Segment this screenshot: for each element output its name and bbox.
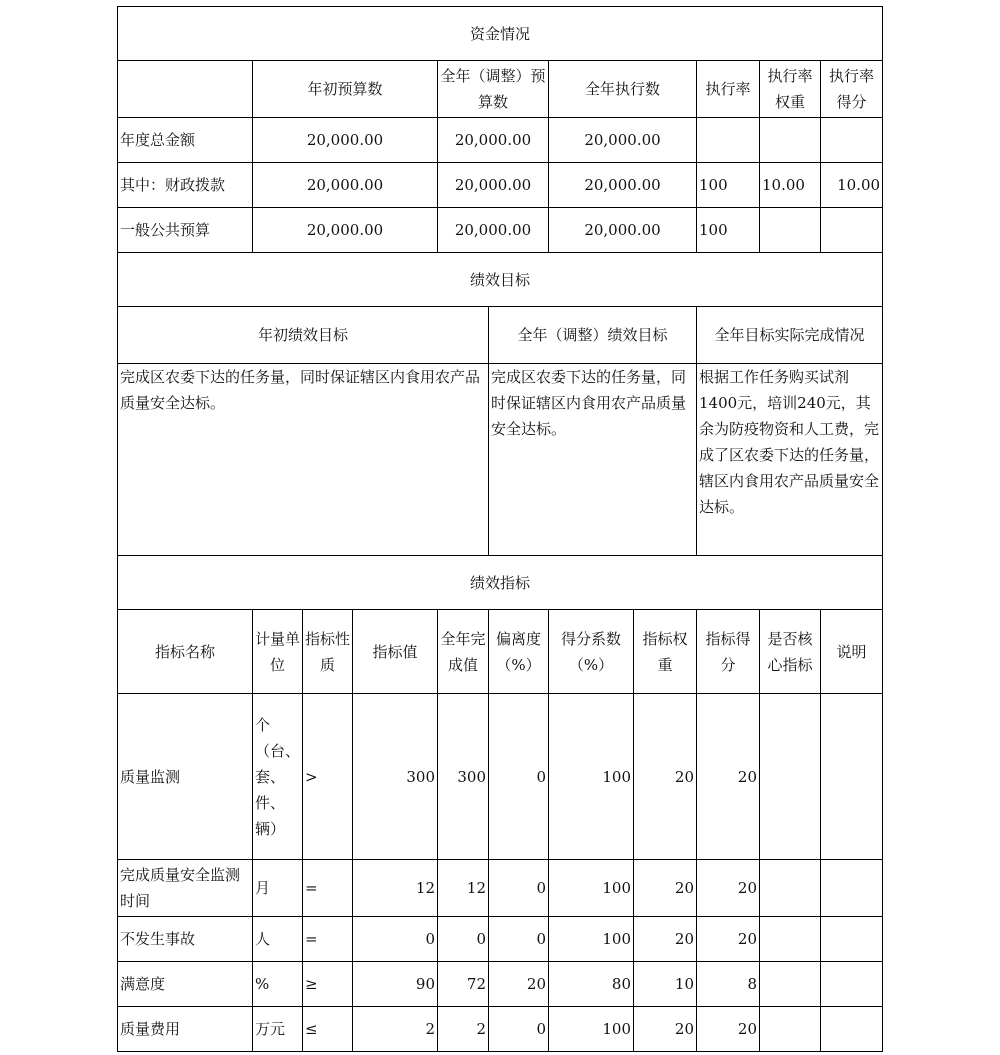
indicators-title-row — [118, 556, 883, 610]
ind-header-weight: 指标权重 — [634, 610, 697, 694]
ind-unit: 个（台、套、件、辆） — [253, 694, 303, 860]
funds-header-row — [118, 61, 883, 118]
goals-section-title: 绩效目标 — [118, 253, 883, 307]
goals-header-initial: 年初绩效目标 — [118, 307, 489, 364]
funds-row-rate: 100 — [697, 163, 760, 208]
indicator-row — [118, 962, 883, 1007]
ind-actual: 0 — [438, 917, 489, 962]
ind-unit: 万元 — [253, 1007, 303, 1052]
ind-unit: % — [253, 962, 303, 1007]
funds-row-weight — [760, 208, 821, 253]
goals-initial-text: 完成区农委下达的任务量，同时保证辖区内食用农产品质量安全达标。 — [118, 364, 489, 556]
ind-deviation: 0 — [489, 694, 549, 860]
funds-header-weight: 执行率权重 — [760, 61, 821, 118]
ind-header-target: 指标值 — [353, 610, 438, 694]
funds-row-score — [821, 208, 883, 253]
ind-note — [821, 694, 883, 860]
ind-actual: 12 — [438, 860, 489, 917]
ind-score: 8 — [697, 962, 760, 1007]
ind-note — [821, 1007, 883, 1052]
indicator-row — [118, 1007, 883, 1052]
funds-row — [118, 118, 883, 163]
ind-core — [760, 694, 821, 860]
funds-header-executed: 全年执行数 — [549, 61, 697, 118]
ind-weight: 20 — [634, 694, 697, 860]
funds-row-initial: 20,000.00 — [253, 163, 438, 208]
funds-row-adjusted: 20,000.00 — [438, 208, 549, 253]
ind-nature: = — [303, 860, 353, 917]
ind-deviation: 0 — [489, 860, 549, 917]
ind-target: 300 — [353, 694, 438, 860]
funds-section-title: 资金情况 — [118, 7, 883, 61]
funds-row-score — [821, 118, 883, 163]
ind-core — [760, 1007, 821, 1052]
funds-row-rate: 100 — [697, 208, 760, 253]
ind-deviation: 0 — [489, 917, 549, 962]
goals-actual-text: 根据工作任务购买试剂1400元，培训240元，其余为防疫物资和人工费，完成了区农委下达的任务量，辖区内食用农产品质量安全达标。 — [697, 364, 883, 556]
funds-row-adjusted: 20,000.00 — [438, 163, 549, 208]
ind-name: 不发生事故 — [118, 917, 253, 962]
funds-row-name: 一般公共预算 — [118, 208, 253, 253]
funds-row-executed: 20,000.00 — [549, 118, 697, 163]
ind-unit: 人 — [253, 917, 303, 962]
ind-nature: ≥ — [303, 962, 353, 1007]
ind-name: 质量费用 — [118, 1007, 253, 1052]
ind-weight: 20 — [634, 860, 697, 917]
funds-row-weight: 10.00 — [760, 163, 821, 208]
ind-header-coef: 得分系数（%） — [549, 610, 634, 694]
goals-adjusted-text: 完成区农委下达的任务量，同时保证辖区内食用农产品质量安全达标。 — [489, 364, 697, 556]
indicator-row — [118, 860, 883, 917]
ind-target: 2 — [353, 1007, 438, 1052]
funds-row-name: 其中：财政拨款 — [118, 163, 253, 208]
funds-header-initial: 年初预算数 — [253, 61, 438, 118]
ind-score: 20 — [697, 1007, 760, 1052]
ind-nature: > — [303, 694, 353, 860]
ind-note — [821, 860, 883, 917]
ind-header-note: 说明 — [821, 610, 883, 694]
goals-content-row — [118, 364, 883, 556]
ind-header-actual: 全年完成值 — [438, 610, 489, 694]
indicators-section-title: 绩效指标 — [118, 556, 883, 610]
ind-core — [760, 917, 821, 962]
funds-row-name: 年度总金额 — [118, 118, 253, 163]
ind-core — [760, 860, 821, 917]
funds-row-rate — [697, 118, 760, 163]
funds-row-executed: 20,000.00 — [549, 163, 697, 208]
funds-header-blank — [118, 61, 253, 118]
ind-header-unit: 计量单位 — [253, 610, 303, 694]
ind-header-name: 指标名称 — [118, 610, 253, 694]
ind-target: 12 — [353, 860, 438, 917]
funds-row — [118, 208, 883, 253]
ind-note — [821, 917, 883, 962]
ind-nature: ≤ — [303, 1007, 353, 1052]
funds-header-adjusted: 全年（调整）预算数 — [438, 61, 549, 118]
ind-unit: 月 — [253, 860, 303, 917]
ind-coef: 80 — [549, 962, 634, 1007]
ind-core — [760, 962, 821, 1007]
ind-header-nature: 指标性质 — [303, 610, 353, 694]
ind-score: 20 — [697, 917, 760, 962]
ind-actual: 72 — [438, 962, 489, 1007]
ind-coef: 100 — [549, 1007, 634, 1052]
ind-coef: 100 — [549, 917, 634, 962]
funds-header-rate: 执行率 — [697, 61, 760, 118]
ind-coef: 100 — [549, 860, 634, 917]
goals-header-row — [118, 307, 883, 364]
ind-actual: 2 — [438, 1007, 489, 1052]
funds-row-initial: 20,000.00 — [253, 118, 438, 163]
ind-name: 满意度 — [118, 962, 253, 1007]
ind-note — [821, 962, 883, 1007]
ind-name: 完成质量安全监测时间 — [118, 860, 253, 917]
funds-row-executed: 20,000.00 — [549, 208, 697, 253]
ind-coef: 100 — [549, 694, 634, 860]
ind-deviation: 0 — [489, 1007, 549, 1052]
ind-weight: 20 — [634, 917, 697, 962]
funds-row-adjusted: 20,000.00 — [438, 118, 549, 163]
funds-title-row — [118, 7, 883, 61]
indicator-row — [118, 694, 883, 860]
ind-target: 0 — [353, 917, 438, 962]
ind-header-score: 指标得分 — [697, 610, 760, 694]
ind-target: 90 — [353, 962, 438, 1007]
goals-header-adjusted: 全年（调整）绩效目标 — [489, 307, 697, 364]
ind-actual: 300 — [438, 694, 489, 860]
ind-nature: = — [303, 917, 353, 962]
performance-table — [117, 6, 883, 1052]
performance-table-page — [117, 6, 882, 1052]
ind-weight: 10 — [634, 962, 697, 1007]
indicator-row — [118, 917, 883, 962]
ind-header-core: 是否核心指标 — [760, 610, 821, 694]
ind-name: 质量监测 — [118, 694, 253, 860]
ind-score: 20 — [697, 694, 760, 860]
funds-row-weight — [760, 118, 821, 163]
goals-header-actual: 全年目标实际完成情况 — [697, 307, 883, 364]
ind-header-deviation: 偏离度（%） — [489, 610, 549, 694]
funds-row-score: 10.00 — [821, 163, 883, 208]
ind-deviation: 20 — [489, 962, 549, 1007]
funds-row — [118, 163, 883, 208]
ind-score: 20 — [697, 860, 760, 917]
indicators-header-row — [118, 610, 883, 694]
funds-header-score: 执行率得分 — [821, 61, 883, 118]
goals-title-row — [118, 253, 883, 307]
ind-weight: 20 — [634, 1007, 697, 1052]
funds-row-initial: 20,000.00 — [253, 208, 438, 253]
